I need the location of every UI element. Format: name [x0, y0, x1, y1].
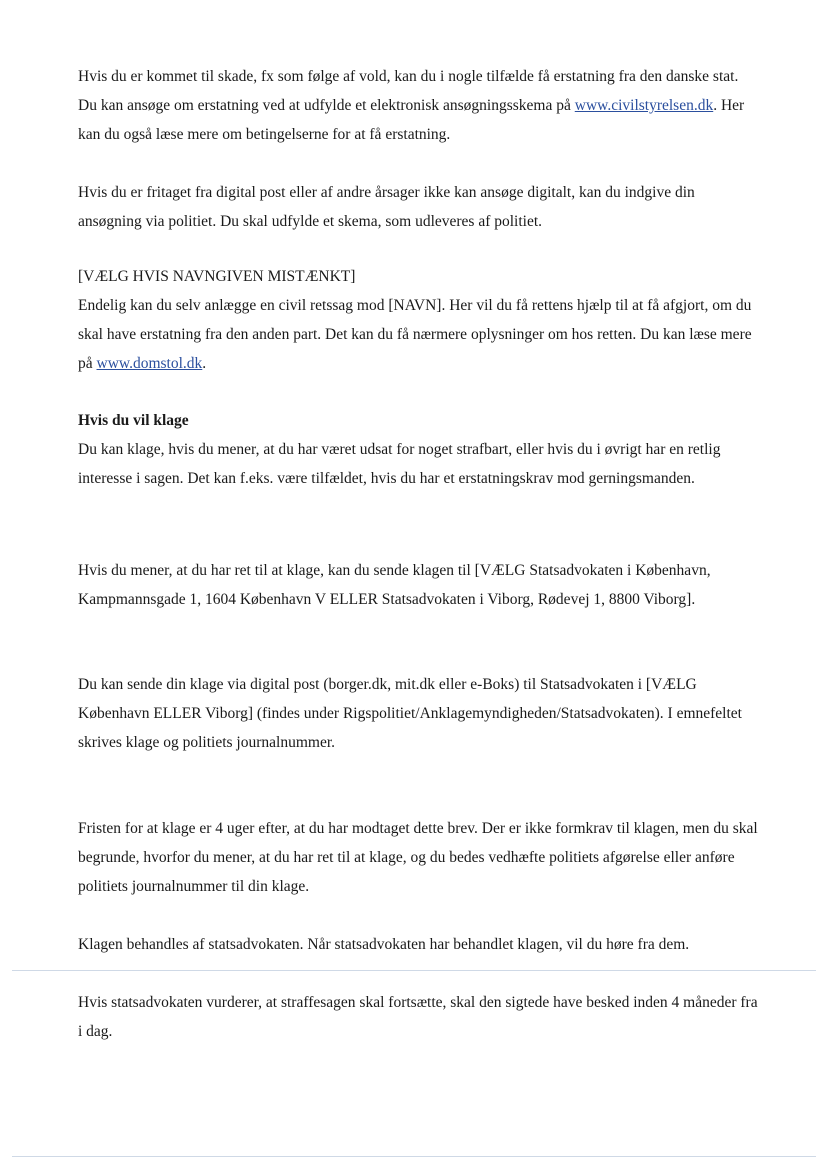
paragraph-digital-post: Du kan sende din klage via digital post (borger.dk, mit.dk eller e-Boks) til Statsadvokaten i [VÆLG København ELLER Viborg] (findes under Rigspolitiet/Anklagemyndigheden/Statsadvokaten). I emnefeltet skrives klage og politiets journalnummer. [78, 676, 742, 751]
paragraph-processing: Klagen behandles af statsadvokaten. Når statsadvokaten har behandlet klagen, vil du høre fra dem. [78, 936, 690, 953]
select-tag: [VÆLG HVIS NAVNGIVEN MISTÆNKT] [78, 268, 356, 285]
paragraph-deadline: Fristen for at klage er 4 uger efter, at du har modtaget dette brev. Der er ikke formkrav til klagen, men du skal begrunde, hvorfor du mener, at du har ret til at klage, og du bedes vedhæfte politiets afgørelse eller anføre politiets journalnummer til din klage. [78, 820, 758, 895]
paragraph-where-to-send: Hvis du mener, at du har ret til at klage, kan du sende klagen til [VÆLG Statsadvokaten i København, Kampmannsgade 1, 1604 København V ELLER Statsadvokaten i Viborg, Rødevej 1, 8800 Viborg]. [78, 562, 711, 608]
paragraph-continuation: Hvis statsadvokaten vurderer, at straffesagen skal fortsætte, skal den sigtede have besked inden 4 måneder fra i dag. [78, 994, 758, 1040]
complaint-text: Du kan klage, hvis du mener, at du har været udsat for noget strafbart, eller hvis du i øvrigt har en retlig interesse i sagen. Det kan f.eks. være tilfældet, hvis du har et erstatningskrav mod gerningsmanden. [78, 441, 721, 487]
paragraph-text: Hvis du er kommet til skade, fx som følge af vold, kan du i nogle tilfælde få erstatning fra den danske stat. Du kan ansøge om erstatning ved at udfylde et elektronisk ansøgningsskema på [78, 68, 739, 114]
domstol-link[interactable]: www.domstol.dk [96, 355, 203, 372]
section-heading: Hvis du vil klage [78, 412, 189, 429]
paragraph-text [78, 291, 758, 378]
paragraph-exempt-digital: Hvis du er fritaget fra digital post eller af andre årsager ikke kan ansøge digitalt, kan du indgive din ansøgning via politiet. Du skal udfylde et skema, som udleveres af politiet. [78, 184, 695, 230]
divider [12, 970, 816, 971]
paragraph-compensation [78, 62, 758, 149]
civilstyrelsen-link[interactable]: www.civilstyrelsen.dk [574, 97, 714, 114]
paragraph-text: . Her kan du også læse mere om betingelserne for at få erstatning. [78, 97, 745, 143]
section-complaint [78, 406, 758, 493]
paragraph-civil-case [78, 262, 758, 378]
paragraph-text-end: . [202, 355, 207, 372]
civil-case-text: Endelig kan du selv anlægge en civil retssag mod [NAVN]. Her vil du få rettens hjælp til at få afgjort, om du skal have erstatning fra den anden part. Det kan du få nærmere oplysninger om hos retten. Du kan læse mere på [78, 297, 752, 372]
divider-bottom [12, 1156, 816, 1157]
